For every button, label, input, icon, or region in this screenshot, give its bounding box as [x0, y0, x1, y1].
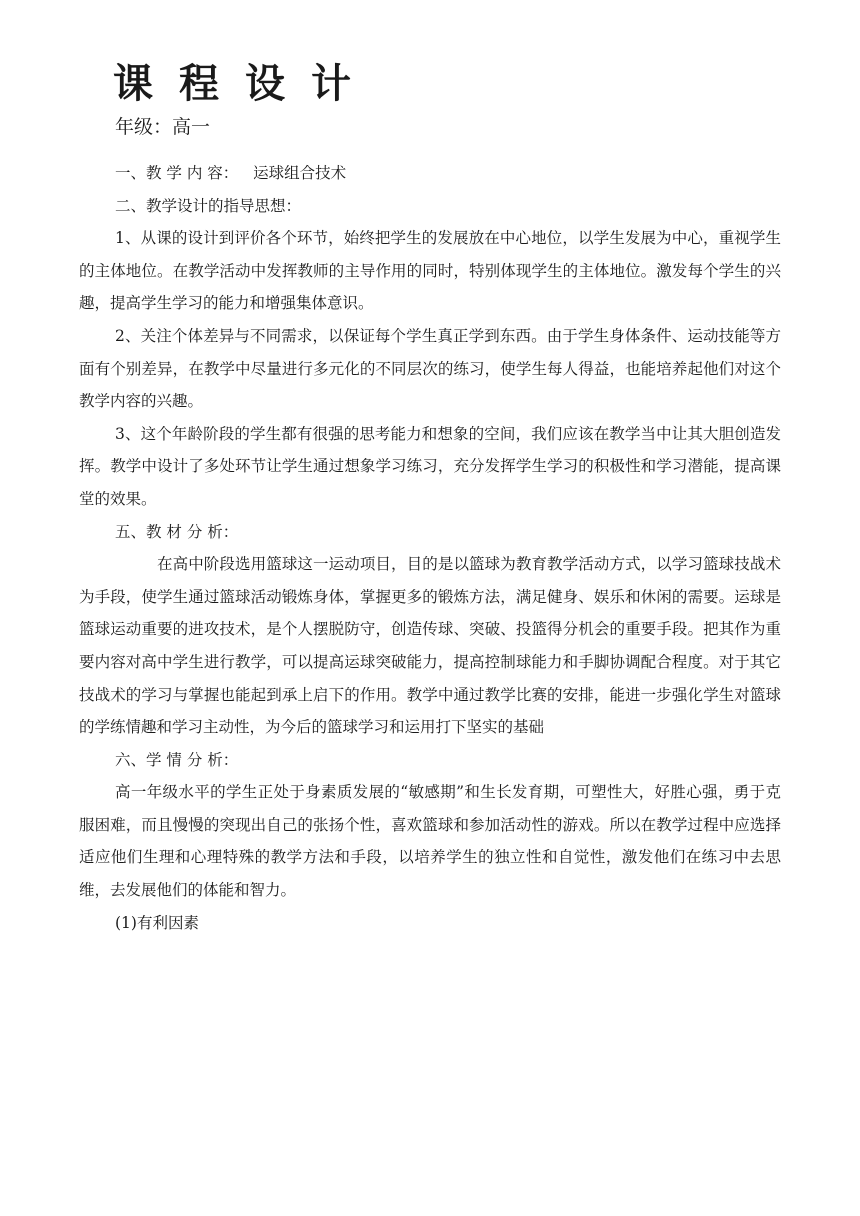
paragraph-guiding-1: 1、从课的设计到评价各个环节，始终把学生的发展放在中心地位，以学生发展为中心，重视学生的主体地位。在教学活动中发挥教师的主导作用的同时，特别体现学生的主体地位。激发每个学生的兴趣，提高学生学习的能力和增强集体意识。: [79, 229, 781, 313]
section-teaching-content: [79, 157, 781, 190]
section-material-analysis: 五、教 材 分 析：: [115, 522, 239, 541]
document-body: [79, 157, 781, 939]
list-item-favorable-factors: (1)有利因素: [115, 913, 199, 932]
paragraph-material-analysis: 在高中阶段选用篮球这一运动项目，目的是以篮球为教育教学活动方式，以学习篮球技战术为手段，使学生通过篮球活动锻炼身体，掌握更多的锻炼方法，满足健身、娱乐和休闲的需要。运球是篮球运动重要的进攻技术，是个人摆脱防守，创造传球、突破、投篮得分机会的重要手段。把其作为重要内容对高中学生进行教学，可以提高运球突破能力，提高控制球能力和手脚协调配合程度。对于其它技战术的学习与掌握也能起到承上启下的作用。教学中通过教学比赛的安排，能进一步强化学生对篮球的学练情趣和学习主动性，为今后的篮球学习和运用打下坚实的基础: [79, 555, 781, 737]
section-value: 运球组合技术: [253, 164, 347, 182]
grade-line: 年级：高一: [115, 116, 211, 138]
paragraph-student-analysis: 高一年级水平的学生正处于身素质发展的“敏感期”和生长发育期，可塑性大，好胜心强，勇于克服困难，而且慢慢的突现出自己的张扬个性，喜欢篮球和参加活动性的游戏。所以在教学过程中应选择适应他们生理和心理特殊的教学方法和手段，以培养学生的独立性和自觉性，激发他们在练习中去思维，去发展他们的体能和智力。: [79, 783, 781, 900]
paragraph-guiding-3: 3、这个年龄阶段的学生都有很强的思考能力和想象的空间，我们应该在教学当中让其大胆创造发挥。教学中设计了多处环节让学生通过想象学习练习，充分发挥学生学习的积极性和学习潜能，提高课堂的效果。: [79, 424, 781, 508]
section-student-analysis: 六、学 情 分 析：: [115, 750, 239, 769]
document-title: 课程设计: [113, 60, 377, 107]
section-label: 一、教 学 内 容：: [115, 164, 239, 182]
paragraph-guiding-2: 2、关注个体差异与不同需求，以保证每个学生真正学到东西。由于学生身体条件、运动技能等方面有个别差异，在教学中尽量进行多元化的不同层次的练习，使学生每人得益，也能培养起他们对这个教学内容的兴趣。: [79, 326, 781, 411]
section-guiding-ideas: 二、教学设计的指导思想：: [115, 196, 302, 215]
